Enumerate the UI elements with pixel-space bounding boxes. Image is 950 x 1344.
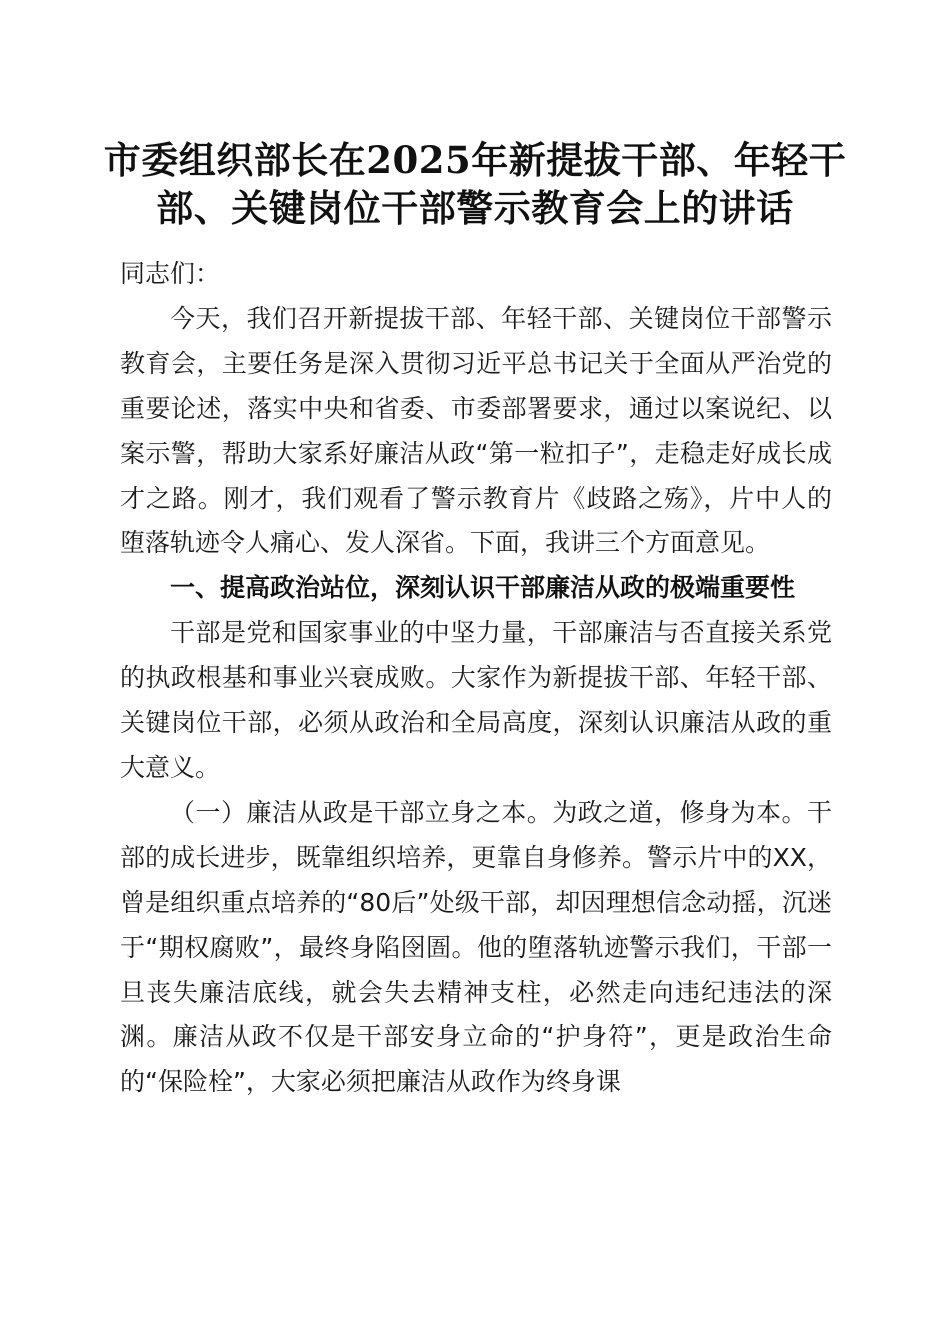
section-heading-1: 一、提高政治站位，深刻认识干部廉洁从政的极端重要性 — [170, 573, 796, 603]
document-title: 市委组织部长在2025年新提拔干部、年轻干部、关键岗位干部警示教育会上的讲话 — [103, 138, 847, 230]
section-1-paragraph: 干部是党和国家事业的中坚力量，干部廉洁与否直接关系党的执政根基和事业兴衰成败。大家作为新提拔干部、年轻干部、关键岗位干部，必须从政治和全局高度，深刻认识廉洁从政的重大意义。 — [120, 618, 832, 782]
subsection-1-paragraph: （一）廉洁从政是干部立身之本。为政之道，修身为本。干部的成长进步，既靠组织培养，更靠自身修养。警示片中的XX，曾是组织重点培养的“80后”处级干部，却因理想信念动摇，沉迷于“期权腐败”，最终身陷囹圄。他的堕落轨迹警示我们，干部一旦丧失廉洁底线，就会失去精神支柱，必然走向违纪违法的深渊。廉洁从政不仅是干部安身立命的“护身符”，更是政治生命的“保险栓”，大家必须把廉洁从政作为终身课 — [120, 797, 832, 1097]
intro-paragraph: 今天，我们召开新提拔干部、年轻干部、关键岗位干部警示教育会，主要任务是深入贯彻习近平总书记关于全面从严治党的重要论述，落实中央和省委、市委部署要求，通过以案说纪、以案示警，帮助大家系好廉洁从政“第一粒扣子”，走稳走好成长成才之路。刚才，我们观看了警示教育片《歧路之殇》，片中人的堕落轨迹令人痛心、发人深省。下面，我讲三个方面意见。 — [120, 303, 832, 558]
greeting: 同志们： — [120, 259, 221, 288]
document-body — [120, 252, 832, 1105]
